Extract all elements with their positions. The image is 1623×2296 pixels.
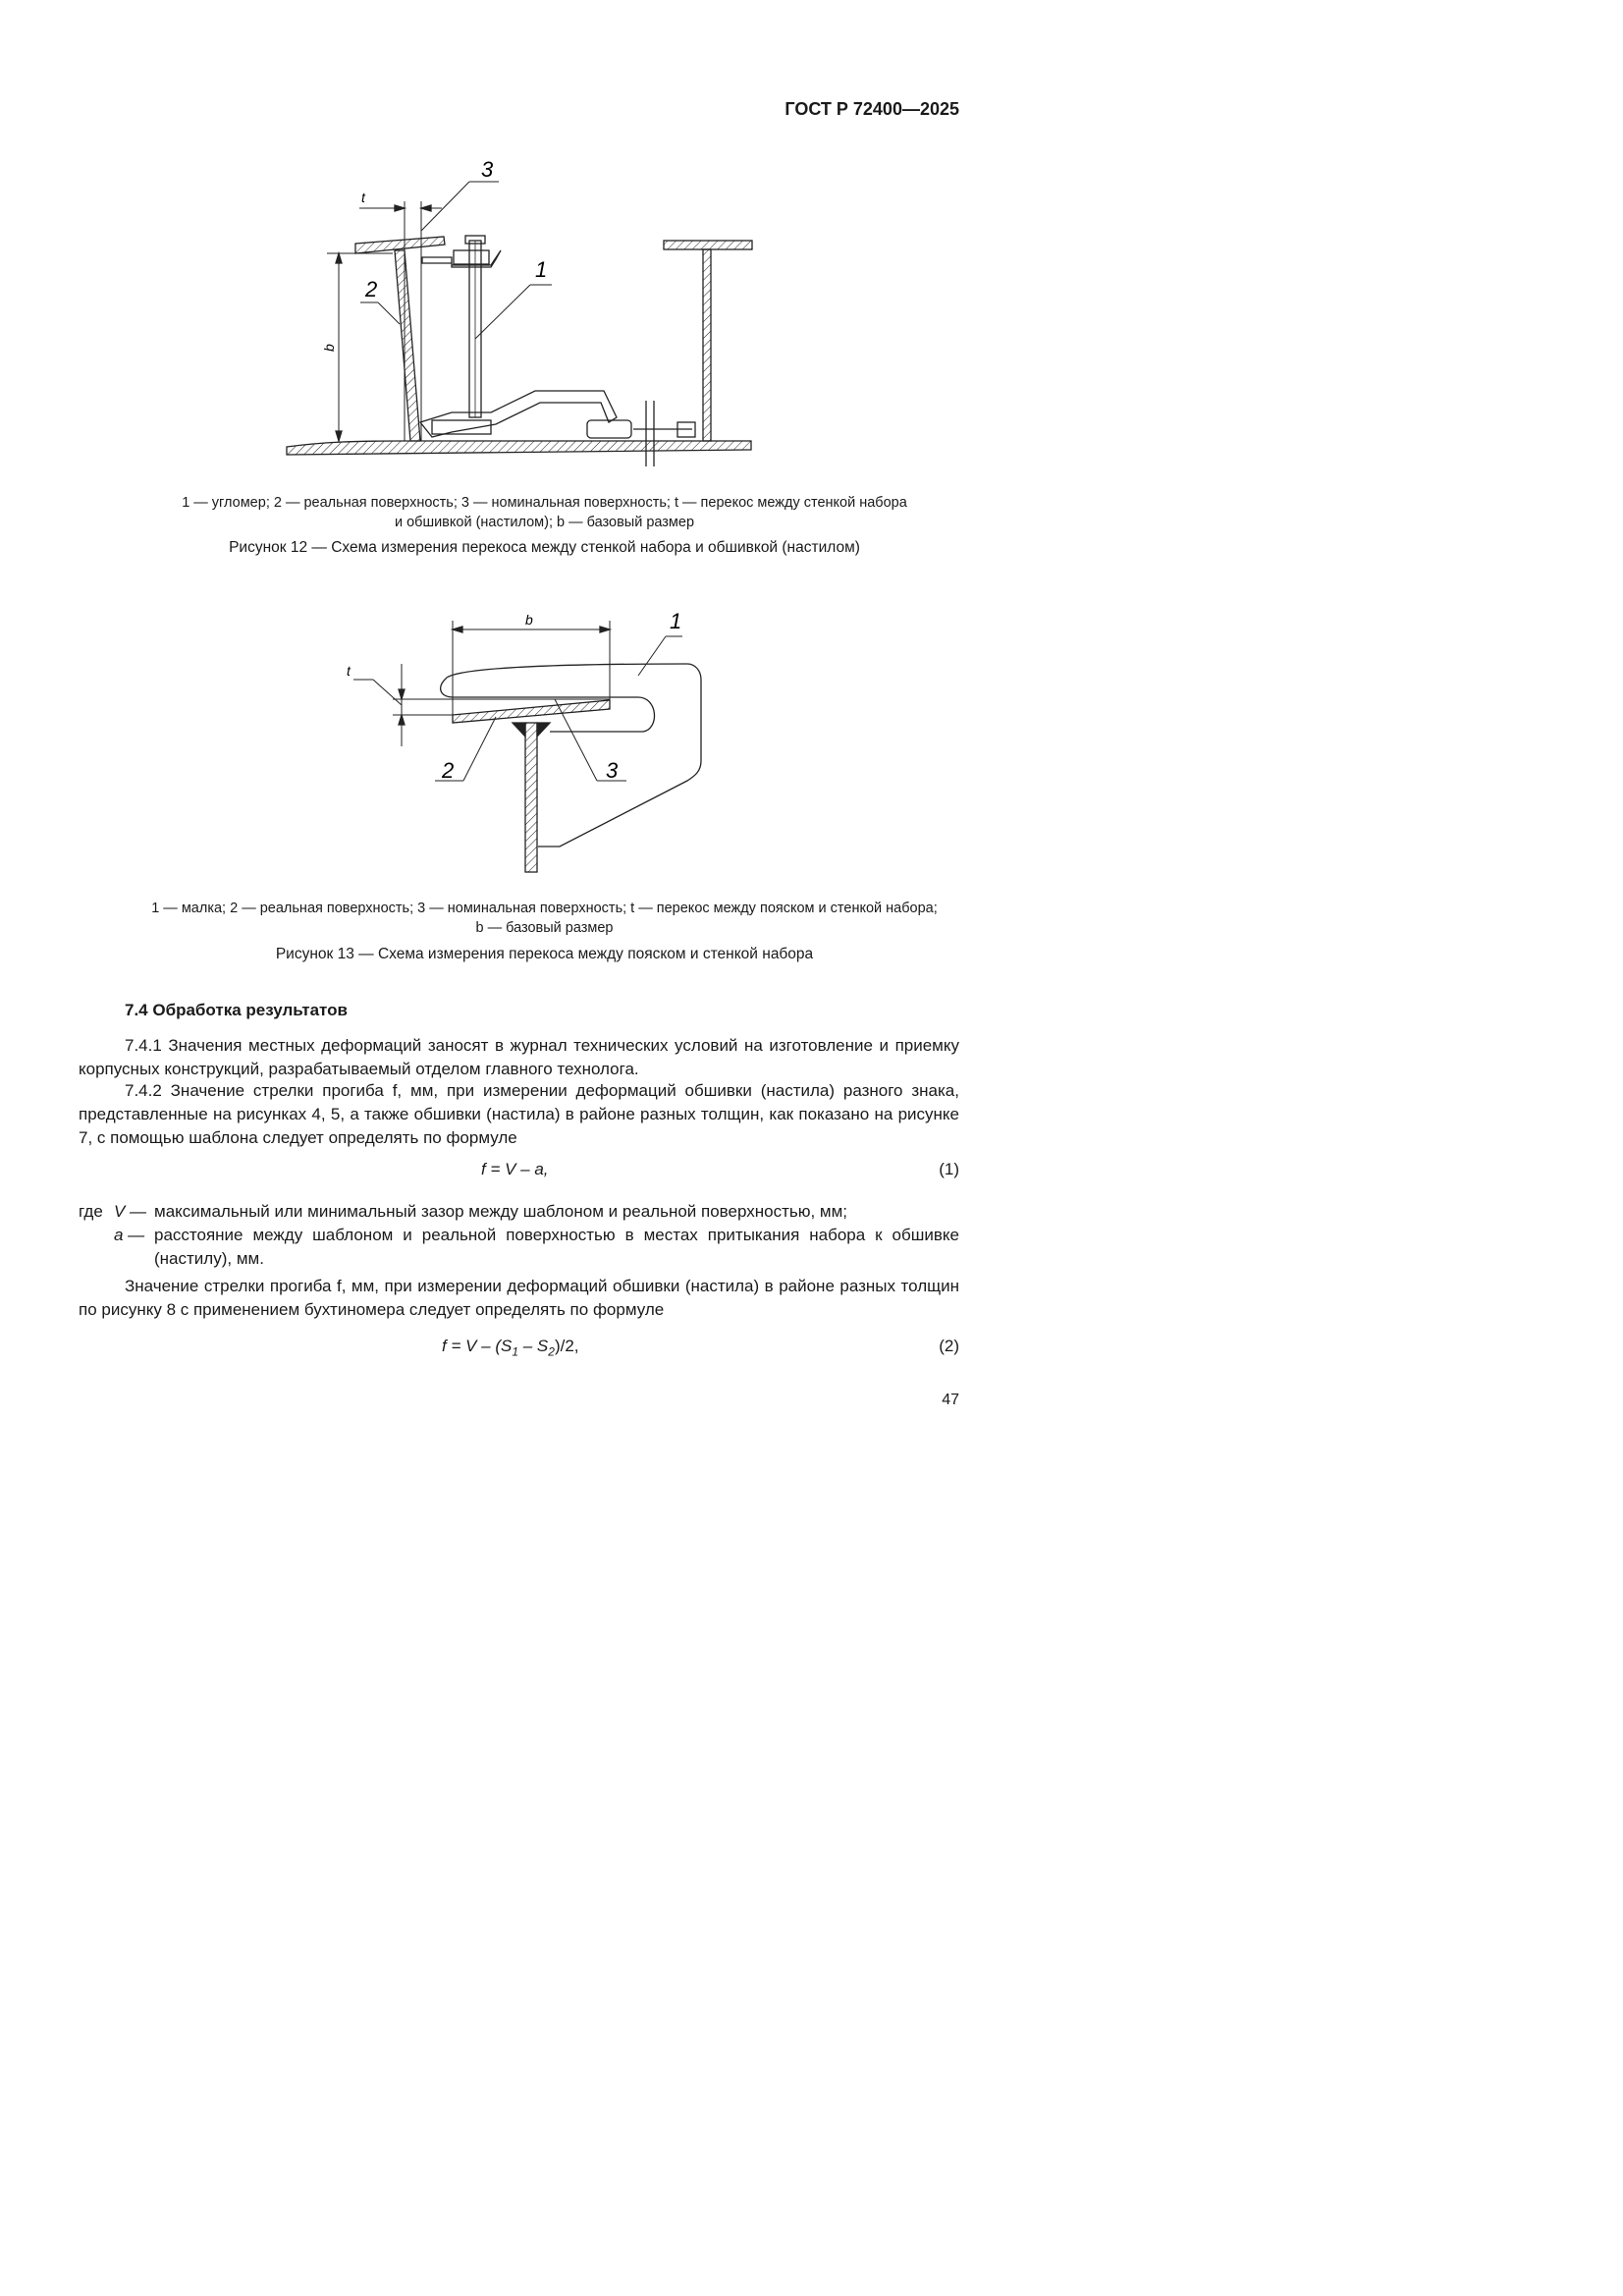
figure-13-legend-line2: b — базовый размер	[475, 920, 614, 936]
fig13-label-t: t	[347, 663, 351, 679]
where-v-text: максимальный или минимальный зазор между шаблоном и реальной поверхностью, мм;	[154, 1202, 848, 1221]
fig12-label-t: t	[361, 190, 365, 205]
figure-13-drawing	[0, 604, 1089, 889]
formula-2-sub2: 2	[548, 1344, 555, 1359]
figure-12-legend-line1: 1 — угломер; 2 — реальная поверхность; 3 — номинальная поверхность; t — перекос между стенкой набора	[182, 495, 907, 511]
figure-12-legend-line2: и обшивкой (настилом); b — базовый размер	[394, 515, 695, 530]
paragraph-7-4-2: 7.4.2 Значение стрелки прогиба f, мм, при измерении деформаций обшивки (настила) разного знака, представленные на рисунках 4, 5, а также обшивки (настила) в районе разных толщин, как показано на рисунке 7, с помощью шаблона следует определять по формуле	[79, 1081, 959, 1147]
paragraph-7-4-1: 7.4.1 Значения местных деформаций заносят в журнал технических условий на изготовление и приемку корпусных конструкций, разрабатываемый отделом главного технолога.	[79, 1036, 959, 1078]
fig13-label-3: 3	[606, 758, 619, 783]
formula-1-number: (1)	[939, 1160, 959, 1178]
figure-12-legend	[79, 493, 1010, 532]
where-intro: где	[79, 1202, 103, 1221]
formula-2-number: (2)	[939, 1337, 959, 1355]
figure-13-caption: Рисунок 13 — Схема измерения перекоса между пояском и стенкой набора	[275, 946, 814, 962]
formula-1: f = V – a,	[481, 1160, 549, 1178]
section-title: 7.4 Обработка результатов	[125, 1001, 348, 1019]
fig13-label-1: 1	[670, 609, 682, 633]
document-header: ГОСТ Р 72400—2025	[784, 99, 959, 119]
formula-2-part-b: – S	[518, 1337, 549, 1355]
where-a-symbol: a —	[114, 1226, 145, 1244]
page-number: 47	[942, 1392, 959, 1408]
fig12-label-1: 1	[535, 257, 548, 282]
fig12-label-2: 2	[365, 277, 378, 301]
figure-13-legend-line1: 1 — малка; 2 — реальная поверхность; 3 — номинальная поверхность; t — перекос между пояском и стенкой набора;	[151, 901, 938, 916]
where-a-text: расстояние между шаблоном и реальной поверхностью в местах притыкания набора к обшивке (настилу), мм.	[154, 1226, 959, 1268]
fig12-label-b: b	[321, 344, 337, 352]
formula-2-part-a: f = V – (S	[442, 1337, 513, 1355]
paragraph-after: Значение стрелки прогиба f, мм, при измерении деформаций обшивки (настила) в районе разных толщин по рисунку 8 с применением бухтиномера следует определять по формуле	[79, 1277, 959, 1319]
formula-2	[442, 1337, 579, 1358]
figure-13-legend	[79, 899, 1010, 938]
formula-2-sub1: 1	[512, 1344, 519, 1359]
fig12-label-3: 3	[481, 157, 494, 182]
figure-12-caption: Рисунок 12 — Схема измерения перекоса между стенкой набора и обшивкой (настилом)	[229, 539, 860, 556]
where-v-symbol: V —	[114, 1202, 147, 1221]
fig13-label-b: b	[525, 612, 533, 628]
figure-12-drawing	[0, 147, 1089, 481]
fig13-label-2: 2	[442, 758, 455, 783]
formula-2-part-c: )/2,	[554, 1337, 579, 1355]
